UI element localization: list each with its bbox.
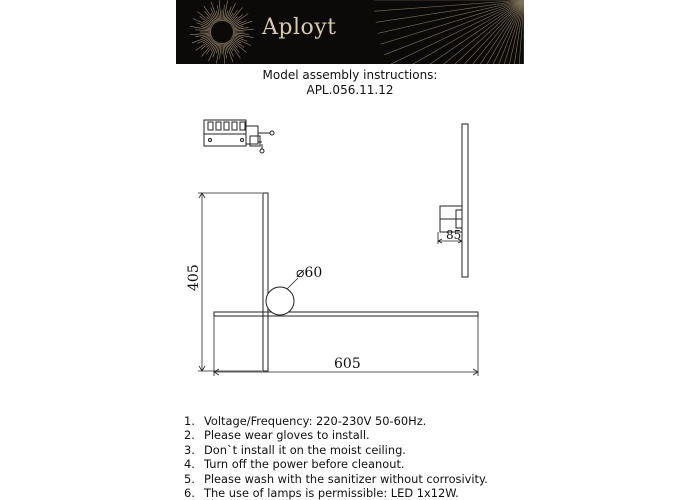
- instruction-item: 3. Don`t install it on the moist ceiling.: [184, 442, 406, 457]
- brand-logo: Aployt: [262, 15, 337, 40]
- depth-dimension-label: 85: [446, 228, 462, 242]
- model-number: APL.056.11.12: [306, 83, 394, 97]
- instruction-item: 6. The use of lamps is permissible: LED 1x12W.: [184, 486, 459, 500]
- vertical-light-bar: [263, 193, 268, 371]
- instruction-item: 5. Please wash with the sanitizer without corrosivity.: [184, 471, 488, 486]
- instruction-item: 2. Please wear gloves to install.: [184, 428, 370, 443]
- instruction-item: 1. Voltage/Frequency: 220-230V 50-60Hz.: [184, 414, 427, 428]
- instruction-item: 4. Turn off the power before cleanout.: [184, 457, 405, 472]
- terminal-block-diagram: [204, 120, 274, 153]
- horizontal-light-bar: [214, 312, 478, 316]
- height-dimension-label: 405: [186, 264, 202, 291]
- side-view: [438, 124, 468, 277]
- instruction-list: [184, 414, 488, 500]
- height-dimension: [198, 193, 262, 371]
- globe-lamp: [266, 287, 294, 315]
- page-title: Model assembly instructions:: [262, 68, 438, 82]
- width-dimension-label: 605: [334, 356, 361, 372]
- diameter-label: ⌀60: [296, 265, 323, 281]
